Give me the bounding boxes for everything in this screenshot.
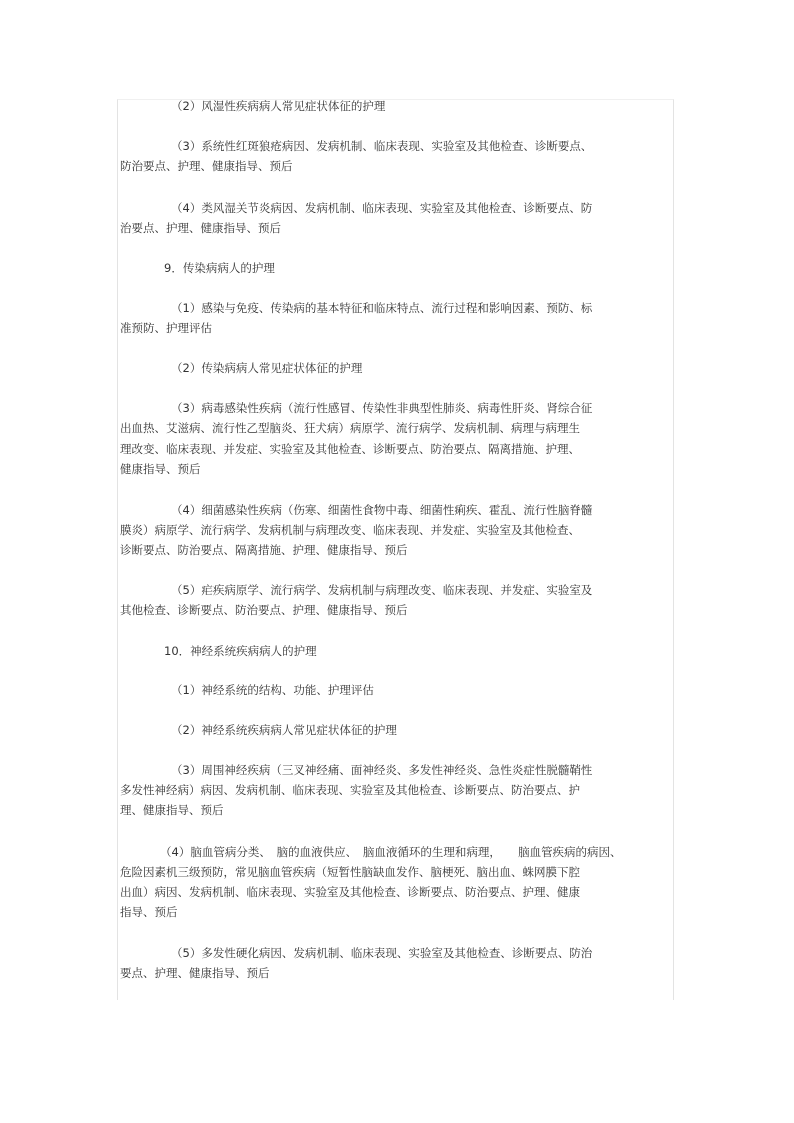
text-line: 出血）病因、发病机制、临床表现、实验室及其他检查、诊断要点、防治要点、护理、健康 xyxy=(120,885,580,899)
text-line: （4）细菌感染性疾病（伤寒、细菌性食物中毒、细菌性痢疾、霍乱、流行性脑脊髓 xyxy=(171,503,593,517)
section-heading: 10．神经系统疾病病人的护理 xyxy=(164,644,317,658)
text-line: （1）神经系统的结构、功能、护理评估 xyxy=(171,683,374,697)
text-line: 膜炎）病原学、流行病学、发病机制与病理改变、临床表现、并发症、实验室及其他检查、 xyxy=(120,523,580,537)
text-line: （3）周围神经疾病（三叉神经痛、面神经炎、多发性神经炎、急性炎症性脱髓鞘性 xyxy=(171,763,593,777)
text-line: （3）病毒感染性疾病（流行性感冒、传染性非典型性肺炎、病毒性肝炎、肾综合征 xyxy=(171,401,593,415)
text-line: （4）脑血管病分类、 脑的血液供应、 脑血液循环的生理和病理， 脑血管疾病的病因、 xyxy=(160,845,622,859)
text-line: 出血热、艾滋病、流行性乙型脑炎、狂犬病）病原学、流行病学、发病机制、病理与病理生 xyxy=(120,421,580,435)
text-line: 危险因素机三级预防，常见脑血管疾病（短暂性脑缺血发作、脑梗死、脑出血、蛛网膜下腔 xyxy=(120,865,580,879)
text-line: 要点、护理、健康指导、预后 xyxy=(120,966,270,980)
text-line: 理、健康指导、预后 xyxy=(120,803,224,817)
text-line: 治要点、护理、健康指导、预后 xyxy=(120,221,281,235)
text-line: 防治要点、护理、健康指导、预后 xyxy=(120,159,293,173)
text-line: （1）感染与免疫、传染病的基本特征和临床特点、流行过程和影响因素、预防、标 xyxy=(171,301,593,315)
text-line: 准预防、护理评估 xyxy=(120,321,212,335)
text-line: 健康指导、预后 xyxy=(120,462,201,476)
text-line: 多发性神经病）病因、发病机制、临床表现、实验室及其他检查、诊断要点、防治要点、护 xyxy=(120,783,580,797)
text-line: 其他检查、诊断要点、防治要点、护理、健康指导、预后 xyxy=(120,603,408,617)
text-line: 指导、预后 xyxy=(120,905,178,919)
text-line: （2）传染病病人常见症状体征的护理 xyxy=(171,361,363,375)
text-line: （4）类风湿关节炎病因、发病机制、临床表现、实验室及其他检查、诊断要点、防 xyxy=(171,201,593,215)
text-line: 理改变、临床表现、并发症、实验室及其他检查、诊断要点、防治要点、隔离措施、护理、 xyxy=(120,442,580,456)
text-line: 诊断要点、防治要点、隔离措施、护理、健康指导、预后 xyxy=(120,543,408,557)
section-heading: 9．传染病病人的护理 xyxy=(164,261,275,275)
text-line: （2）神经系统疾病病人常见症状体征的护理 xyxy=(171,723,397,737)
text-line: （3）系统性红斑狼疮病因、发病机制、临床表现、实验室及其他检查、诊断要点、 xyxy=(171,139,593,153)
text-line: （5）疟疾病原学、流行病学、发病机制与病理改变、临床表现、并发症、实验室及 xyxy=(171,583,593,597)
text-line: （5）多发性硬化病因、发病机制、临床表现、实验室及其他检查、诊断要点、防治 xyxy=(171,946,593,960)
text-line: （2）风湿性疾病病人常见症状体征的护理 xyxy=(171,99,386,113)
